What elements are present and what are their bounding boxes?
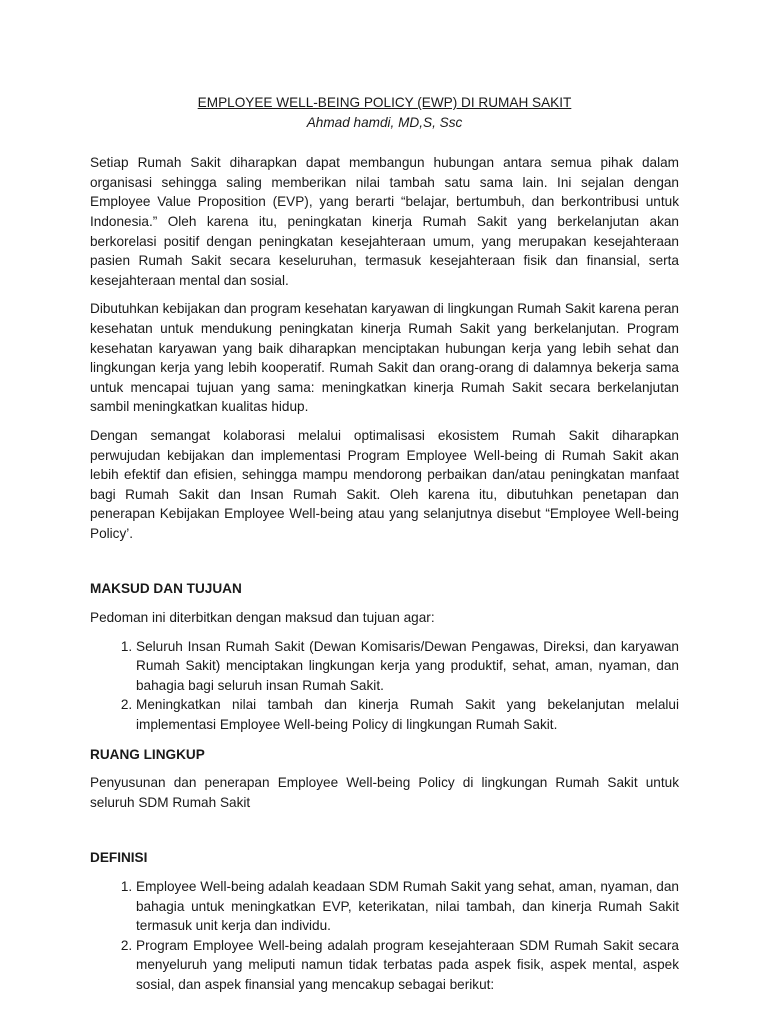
list-item: 2. Program Employee Well-being adalah program kesejahteraan SDM Rumah Sakit secara menyeluruh yang meliputi namun tidak terbatas pada aspek fisik, aspek mental, aspek sosial, dan aspek finansial yang mencakup sebagai berikut: xyxy=(136,936,679,995)
heading-ruang-lingkup: RUANG LINGKUP xyxy=(90,746,205,762)
list-item: 1. Employee Well-being adalah keadaan SDM Rumah Sakit yang sehat, aman, nyaman, dan bahagia untuk meningkatkan EVP, keterikatan, nilai tambah, dan kinerja Rumah Sakit termasuk unit kerja dan individu. xyxy=(136,877,679,936)
heading-maksud: MAKSUD DAN TUJUAN xyxy=(90,581,242,597)
definisi-list xyxy=(90,877,679,995)
document-author: Ahmad hamdi, MD,S, Ssc xyxy=(306,114,463,130)
paragraph-collaboration: Dengan semangat kolaborasi melalui optimalisasi ekosistem Rumah Sakit diharapkan perwujudan kebijakan dan implementasi Program Employee Well-being di Rumah Sakit akan lebih efektif dan efisien, sehingga mampu mendorong perbaikan dan/atau peningkatan manfaat bagi Rumah Sakit dan Insan Rumah Sakit. Oleh karena itu, dibutuhkan penetapan dan penerapan Kebijakan Employee Well-being atau yang selanjutnya disebut “Employee Well-being Policy’. xyxy=(90,427,679,541)
paragraph-need: Dibutuhkan kebijakan dan program kesehatan karyawan di lingkungan Rumah Sakit karena peran kesehatan untuk mendukung peningkatan kinerja Rumah Sakit yang berkelanjutan. Program kesehatan karyawan yang baik diharapkan menciptakan hubungan kerja yang lebih sehat dan lingkungan kerja yang lebih kooperatif. Rumah Sakit dan orang-orang di dalamnya bekerja sama untuk mencapai tujuan yang sama: meningkatkan kinerja Rumah Sakit secara berkelanjutan sambil meningkatkan kualitas hidup. xyxy=(90,301,679,415)
maksud-intro: Pedoman ini diterbitkan dengan maksud dan tujuan agar: xyxy=(90,610,435,626)
document-page xyxy=(90,93,679,1004)
ruang-lingkup-text: Penyusunan dan penerapan Employee Well-being Policy di lingkungan Rumah Sakit untuk seluruh SDM Rumah Sakit xyxy=(90,775,679,810)
paragraph-intro: Setiap Rumah Sakit diharapkan dapat membangun hubungan antara semua pihak dalam organisasi sehingga saling memberikan nilai tambah satu sama lain. Ini sejalan dengan Employee Value Proposition (EVP), yang berarti “belajar, bertumbuh, dan berkontribusi untuk Indonesia.” Oleh karena itu, peningkatan kinerja Rumah Sakit yang berkelanjutan akan berkorelasi positif dengan peningkatan kesejahteraan umum, yang merupakan kesejahteraan pasien Rumah Sakit secara keseluruhan, termasuk kesejahteraan fisik dan finansial, serta kesejahteraan mental dan sosial. xyxy=(90,155,679,288)
maksud-list xyxy=(90,637,679,735)
list-item: 1. Seluruh Insan Rumah Sakit (Dewan Komisaris/Dewan Pengawas, Direksi, dan karyawan Rumah Sakit) menciptakan lingkungan kerja yang produktif, sehat, aman, nyaman, dan bahagia bagi seluruh insan Rumah Sakit. xyxy=(136,637,679,696)
list-item: 2. Meningkatkan nilai tambah dan kinerja Rumah Sakit yang bekelanjutan melalui implementasi Employee Well-being Policy di lingkungan Rumah Sakit. xyxy=(136,695,679,734)
document-title: EMPLOYEE WELL-BEING POLICY (EWP) DI RUMAH SAKIT xyxy=(197,95,572,110)
heading-definisi: DEFINISI xyxy=(90,850,148,866)
